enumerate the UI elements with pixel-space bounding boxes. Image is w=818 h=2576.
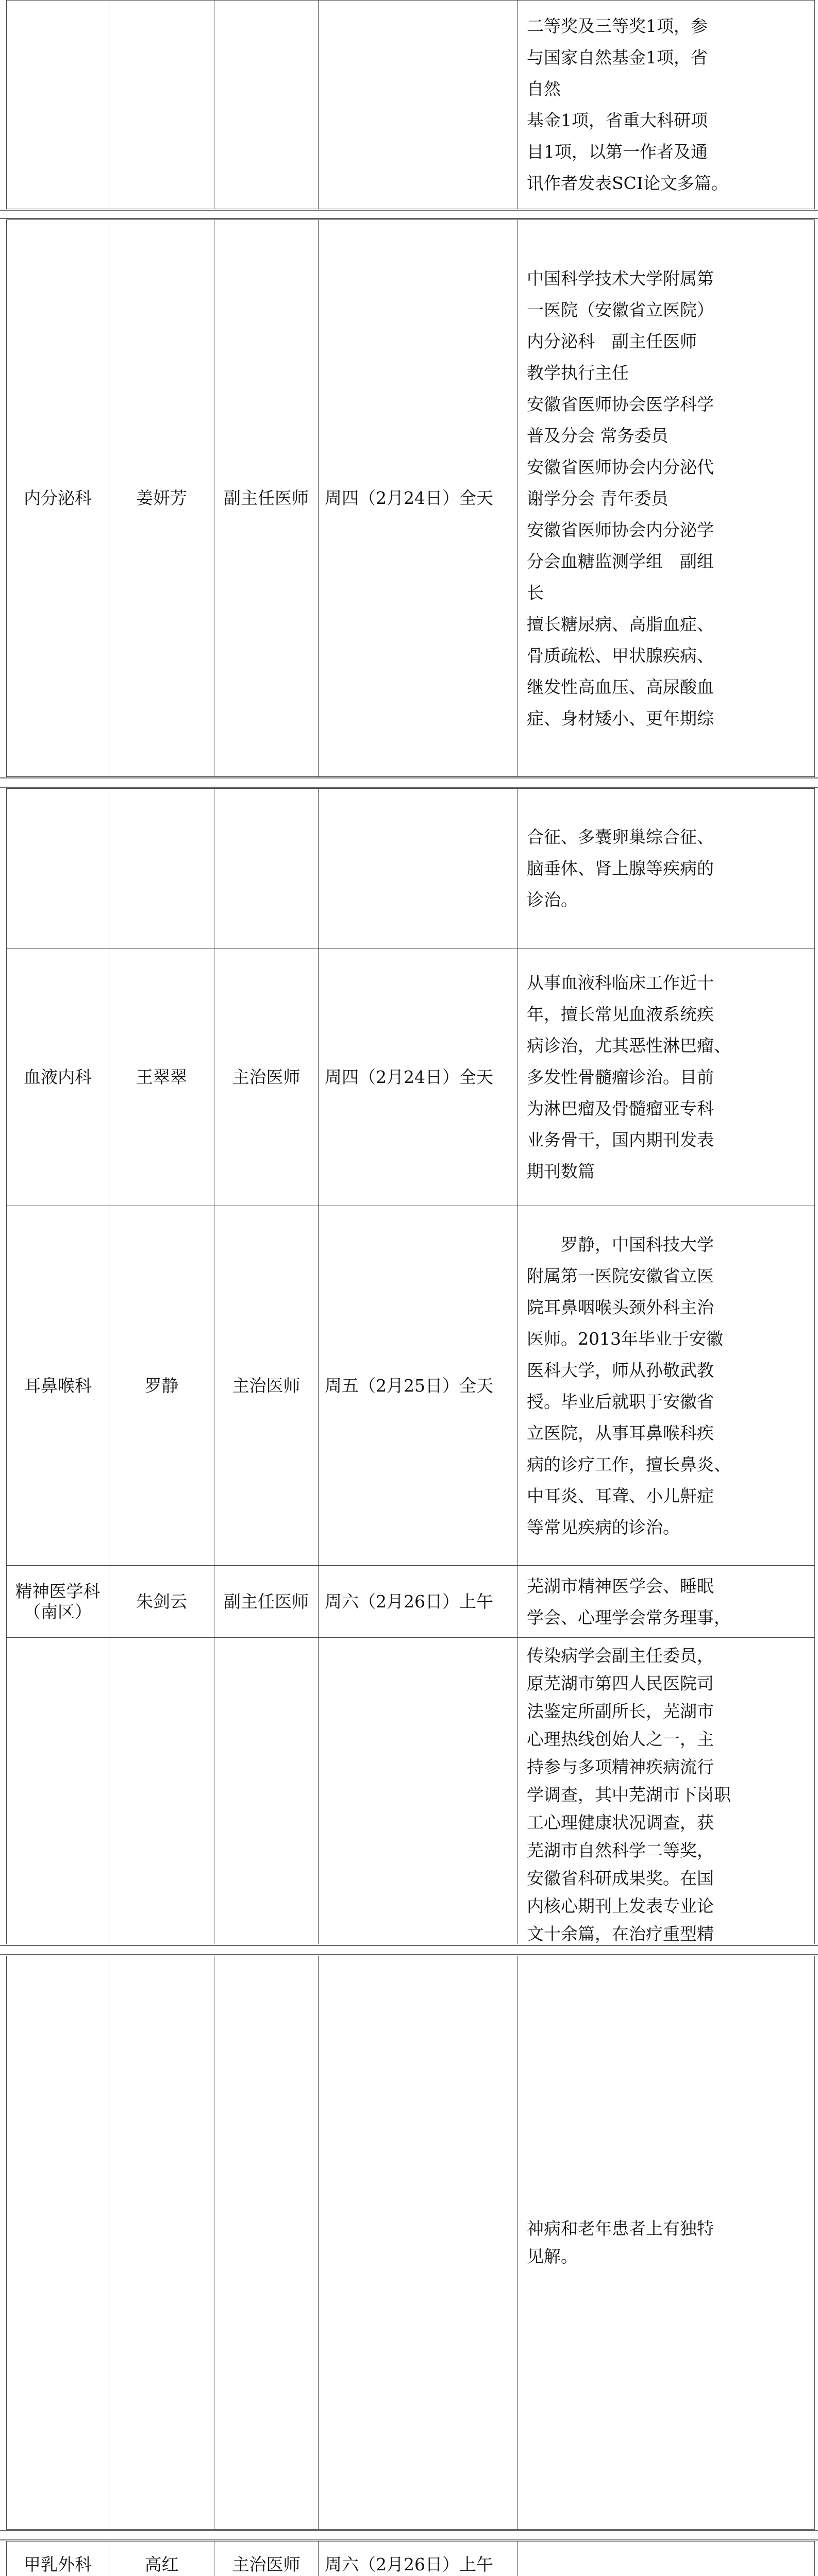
title-cell — [214, 1956, 319, 2530]
table-row — [7, 789, 815, 948]
intro-line: 诊治。 — [527, 890, 578, 910]
department: 血液内科 — [24, 1066, 92, 1087]
intro-line: 安徽省医师协会医学科学 — [527, 394, 714, 414]
doctor-title: 主治医师 — [232, 1375, 301, 1396]
schedule-table — [6, 219, 815, 777]
title-cell — [214, 2541, 319, 2576]
intro-line: 见解。 — [527, 2246, 578, 2266]
department-cell — [7, 1566, 109, 1638]
intro-line: 神病和老年患者上有独特 — [527, 2218, 714, 2239]
doctor-cell — [109, 1, 214, 209]
intro-line: 讯作者发表SCI论文多篇。 — [527, 173, 728, 193]
page-divider — [0, 2539, 818, 2540]
doctor-cell — [109, 948, 214, 1206]
doctor-cell — [109, 2541, 214, 2576]
clinic-time — [319, 94, 325, 114]
time-cell — [319, 1566, 517, 1638]
doctor-name: 高红 — [144, 2554, 179, 2574]
intro-line: 立医院，从事耳鼻喉科疾 — [527, 1422, 714, 1443]
title-cell — [214, 1, 319, 209]
doctor-intro — [517, 963, 814, 1191]
intro-line: 二等奖及三等奖1项，参 — [527, 16, 708, 36]
intro-line: 法鉴定所副所长，芜湖市 — [527, 1701, 714, 1721]
intro-line: 医科大学，师从孙敬武教 — [527, 1360, 714, 1380]
clinic-time: 周四（2月24日）全天 — [325, 488, 493, 508]
intro-line: 年，擅长常见血液系统疾 — [527, 1004, 714, 1024]
department-cell — [7, 1, 109, 209]
table-row — [7, 1566, 815, 1638]
department: 甲乳外科 — [24, 2554, 92, 2574]
table-row — [7, 1638, 815, 1953]
doctor-name: 朱剑云 — [136, 1591, 187, 1612]
page-divider — [0, 2530, 818, 2531]
title-cell — [214, 1206, 319, 1566]
intro-line: 业务骨干，国内期刊发表 — [527, 1130, 714, 1150]
table-row — [7, 220, 815, 777]
clinic-time — [319, 858, 325, 878]
page-divider — [0, 787, 818, 788]
department-cell — [7, 220, 109, 777]
page-divider — [0, 210, 818, 211]
table-segment-3 — [6, 788, 812, 1944]
schedule-table — [6, 1956, 815, 2530]
intro-line: 症、身材矮小、更年期综 — [527, 708, 714, 728]
intro-line: 持参与多项精神疾病流行 — [527, 1757, 714, 1777]
table-row — [7, 1, 815, 209]
intro-line: 基金1项，省重大科研项 — [527, 110, 708, 130]
table-row — [7, 2541, 815, 2576]
intro-line: 安徽省医师协会内分泌代 — [527, 456, 714, 477]
intro-cell — [517, 1956, 815, 2530]
intro-line: 学调查，其中芜湖市下岗职 — [527, 1785, 731, 1805]
time-cell — [319, 1956, 517, 2530]
intro-line: 普及分会 常务委员 — [527, 425, 669, 446]
page-divider — [0, 1945, 818, 1946]
table-segment-2 — [6, 219, 812, 777]
intro-line: 病诊治，尤其恶性淋巴瘤、 — [527, 1036, 731, 1056]
clinic-time: 周四（2月24日）全天 — [325, 1066, 493, 1087]
intro-cell — [517, 1638, 815, 1953]
intro-line: 安徽省医师协会内分泌学 — [527, 519, 714, 540]
doctor-name: 姜妍芳 — [136, 488, 187, 508]
intro-line: 附属第一医院安徽省立医 — [527, 1265, 714, 1286]
intro-line: 多发性骨髓瘤诊治。目前 — [527, 1067, 714, 1087]
table-segment-1 — [6, 0, 812, 209]
time-cell — [319, 948, 517, 1206]
doctor-intro — [517, 2211, 814, 2275]
table-segment-5 — [6, 2541, 812, 2576]
doctor-cell — [109, 220, 214, 777]
department-cell — [7, 1956, 109, 2530]
intro-line: 罗静，中国科技大学 — [527, 1234, 714, 1255]
title-cell — [214, 789, 319, 948]
intro-line: 内核心期刊上发表专业论 — [527, 1896, 714, 1916]
time-cell — [319, 2541, 517, 2576]
department: 内分泌科 — [24, 488, 92, 508]
intro-line: 教学执行主任 — [527, 362, 629, 383]
department-cell — [7, 1638, 109, 1953]
intro-line: 目1项，以第一作者及通 — [527, 142, 708, 162]
doctor-cell — [109, 1956, 214, 2530]
intro-line: 等常见疾病的诊治。 — [527, 1517, 680, 1537]
intro-line: 医师。2013年毕业于安徽 — [527, 1328, 723, 1349]
intro-line: 学会、心理学会常务理事， — [527, 1607, 731, 1628]
title-cell — [214, 948, 319, 1206]
intro-line: 长 — [527, 582, 544, 603]
intro-line: 从事血液科临床工作近十 — [527, 973, 714, 993]
intro-line: 原芜湖市第四人民医院司 — [527, 1673, 714, 1693]
intro-cell — [517, 1, 815, 209]
intro-line: 传染病学会副主任委员， — [527, 1646, 714, 1666]
intro-line: 与国家自然基金1项，省 — [527, 47, 708, 67]
department-cell — [7, 2541, 109, 2576]
doctor-intro — [517, 1225, 814, 1547]
clinic-time: 周六（2月26日）上午 — [325, 2554, 493, 2574]
intro-line: 一医院（安徽省立医院） — [527, 299, 714, 320]
doctor-cell — [109, 1206, 214, 1566]
time-cell — [319, 220, 517, 777]
doctor-name: 罗静 — [144, 1375, 179, 1396]
table-row — [7, 1956, 815, 2530]
doctor-intro — [517, 2561, 814, 2569]
title-cell — [214, 220, 319, 777]
department: 精神医学科（南区） — [15, 1581, 101, 1622]
intro-line: 病的诊疗工作，擅长鼻炎、 — [527, 1454, 731, 1475]
intro-cell — [517, 1566, 815, 1638]
schedule-table — [6, 788, 815, 1953]
page-divider — [0, 218, 818, 219]
intro-line: 骨质疏松、甲状腺疾病、 — [527, 645, 714, 666]
schedule-table — [6, 0, 815, 209]
doctor-name: 王翠翠 — [136, 1066, 187, 1087]
doctor-intro — [517, 1566, 814, 1637]
doctor-intro — [517, 1638, 814, 1952]
intro-line: 中国科学技术大学附属第 — [527, 268, 714, 289]
department: 耳鼻喉科 — [24, 1375, 92, 1396]
title-cell — [214, 1566, 319, 1638]
intro-line: 文十余篇，在治疗重型精 — [527, 1924, 714, 1944]
intro-line: 中耳炎、耳聋、小儿鼾症 — [527, 1485, 714, 1506]
intro-line: 工心理健康状况调查，获 — [527, 1812, 714, 1833]
doctor-title: 副主任医师 — [224, 1591, 309, 1612]
intro-line: 自然 — [527, 79, 561, 99]
intro-cell — [517, 2541, 815, 2576]
intro-line: 擅长糖尿病、高脂血症、 — [527, 614, 714, 634]
time-cell — [319, 1, 517, 209]
doctor-cell — [109, 1566, 214, 1638]
department-cell — [7, 948, 109, 1206]
intro-line: 脑垂体、肾上腺等疾病的 — [527, 858, 714, 878]
intro-line: 谢学分会 青年委员 — [527, 488, 669, 509]
doctor-title: 主治医师 — [232, 1066, 301, 1087]
department-cell — [7, 789, 109, 948]
intro-line: 期刊数篇 — [527, 1161, 595, 1181]
intro-line: 芜湖市自然科学二等奖， — [527, 1840, 714, 1860]
intro-line: 分会血糖监测学组 副组 — [527, 551, 714, 571]
doctor-title: 副主任医师 — [224, 488, 309, 508]
doctor-cell — [109, 789, 214, 948]
table-row — [7, 948, 815, 1206]
intro-cell — [517, 1206, 815, 1566]
intro-line: 内分泌科 副主任医师 — [527, 331, 697, 351]
doctor-intro — [517, 259, 814, 738]
intro-line: 为淋巴瘤及骨髓瘤亚专科 — [527, 1098, 714, 1118]
clinic-time: 周六（2月26日）上午 — [325, 1591, 493, 1612]
table-row — [7, 1206, 815, 1566]
intro-line: 安徽省科研成果奖。在国 — [527, 1868, 714, 1888]
title-cell — [214, 1638, 319, 1953]
intro-cell — [517, 220, 815, 777]
doctor-title: 主治医师 — [232, 2554, 301, 2574]
page-divider — [0, 1954, 818, 1955]
intro-cell — [517, 789, 815, 948]
intro-line: 合征、多囊卵巢综合征、 — [527, 827, 714, 847]
intro-line: 芜湖市精神医学会、睡眠 — [527, 1575, 714, 1596]
clinic-time: 周五（2月25日）全天 — [325, 1375, 493, 1396]
page-divider — [0, 777, 818, 778]
intro-line: 心理热线创始人之一，主 — [527, 1729, 714, 1749]
clinic-time — [319, 1785, 325, 1805]
intro-cell — [517, 948, 815, 1206]
clinic-time — [319, 2232, 325, 2252]
doctor-intro — [517, 6, 814, 203]
doctor-cell — [109, 1638, 214, 1953]
intro-line: 院耳鼻咽喉头颈外科主治 — [527, 1297, 714, 1317]
table-segment-4 — [6, 1956, 812, 2530]
doctor-intro — [517, 817, 814, 920]
time-cell — [319, 1206, 517, 1566]
time-cell — [319, 1638, 517, 1953]
department-cell — [7, 1206, 109, 1566]
schedule-table — [6, 2541, 815, 2576]
time-cell — [319, 789, 517, 948]
intro-line: 授。毕业后就职于安徽省 — [527, 1391, 714, 1412]
intro-line: 继发性高血压、高尿酸血 — [527, 676, 714, 697]
